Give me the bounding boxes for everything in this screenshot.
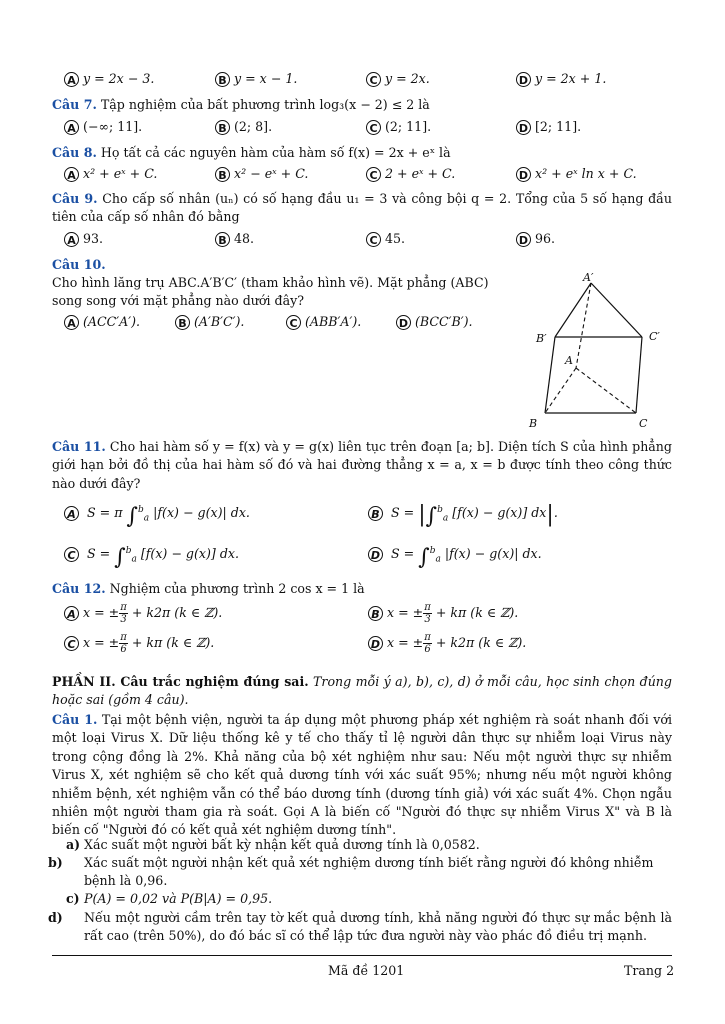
option-d-marker: D xyxy=(516,72,531,87)
lower-limit: a xyxy=(143,513,150,524)
q6-option-d[interactable] xyxy=(516,70,606,87)
q11-label: Câu 11. xyxy=(52,439,106,454)
q8-option-b[interactable] xyxy=(215,165,308,182)
option-d-marker: D xyxy=(368,547,383,562)
lower-limit: a xyxy=(442,513,449,524)
q10-option-d-text: (BCC′B′). xyxy=(415,314,473,329)
part2-heading: PHẦN II. Câu trắc nghiệm đúng sai. xyxy=(52,674,309,689)
q10-label: Câu 10. xyxy=(52,257,106,272)
q12-option-a-suffix: + k2π (k ∈ ℤ). xyxy=(131,605,223,620)
q8-option-a-text: x² + eˣ + C. xyxy=(83,166,158,181)
option-a-marker: A xyxy=(64,120,79,135)
q11-option-d-body: |f(x) − g(x)| dx. xyxy=(444,546,542,562)
edge-a1-b1 xyxy=(555,283,591,337)
fraction xyxy=(119,632,128,655)
q8-option-a[interactable] xyxy=(64,165,157,182)
item-label: b) xyxy=(48,855,63,870)
item-text: Xác suất một người nhận kết quả xét nghiệm dương tính biết rằng người đó không nhiễm bệnh là 0,96. xyxy=(84,855,654,888)
q12-stem xyxy=(52,580,365,597)
q9-option-b-text: 48. xyxy=(234,231,255,246)
q10-option-a[interactable] xyxy=(64,313,140,330)
q10-option-c[interactable] xyxy=(286,313,361,330)
hidden-edge-a-c xyxy=(576,368,636,413)
q12-label: Câu 12. xyxy=(52,581,106,596)
q8-option-d[interactable] xyxy=(516,165,637,182)
option-b-marker: B xyxy=(215,72,230,87)
part2-instruction: Trong mỗi ý a), b), c), d) ở mỗi câu, học sinh chọn đúng hoặc sai (gồm 4 câu). xyxy=(52,674,672,708)
q9-label: Câu 9. xyxy=(52,191,98,206)
prism-figure xyxy=(525,270,675,435)
q8-option-c-text: 2 + eˣ + C. xyxy=(385,166,456,181)
vertex-label-c: C xyxy=(639,417,648,430)
vertex-label-a: A xyxy=(565,354,573,367)
q12-option-c[interactable] xyxy=(64,632,214,655)
q11-option-c-body: [f(x) − g(x)] dx. xyxy=(140,546,239,562)
q12-option-c-suffix: + kπ (k ∈ ℤ). xyxy=(131,635,215,650)
part2-q1-stem xyxy=(52,711,672,840)
edge-c1-c xyxy=(636,337,642,413)
q8-option-b-text: x² − eˣ + C. xyxy=(234,166,309,181)
option-c-marker: C xyxy=(286,315,301,330)
option-c-marker: C xyxy=(64,547,79,562)
q8-stem xyxy=(52,144,451,161)
option-c-marker: C xyxy=(366,72,381,87)
denominator: 3 xyxy=(120,614,127,625)
option-a-marker: A xyxy=(64,232,79,247)
option-d-marker: D xyxy=(396,315,411,330)
lower-limit: a xyxy=(131,554,137,565)
upper-limit: b xyxy=(137,505,144,515)
q11-text: Cho hai hàm số y = f(x) và y = g(x) liên tục trên đoạn [a; b]. Diện tích S của hình phẳng giới hạn bởi đồ thị của hai hàm số đó và hai đường thẳng x = a, x = b được tính theo công thức nào dưới đây? xyxy=(52,439,672,491)
q8-label: Câu 8. xyxy=(52,145,97,160)
q12-option-a-prefix: x = ± xyxy=(83,605,120,620)
q11-option-d[interactable] xyxy=(368,543,542,569)
q12-option-d[interactable] xyxy=(368,632,526,655)
item-text: P(A) = 0,02 và P(B|A) = 0,95. xyxy=(84,891,273,906)
upper-limit: b xyxy=(429,546,436,556)
q11-option-c[interactable] xyxy=(64,543,239,569)
lower-limit: a xyxy=(435,554,441,565)
q11-option-d-prefix: S = xyxy=(391,546,415,562)
q10-option-c-text: (ABB′A′). xyxy=(305,314,362,329)
integral-sign: ∫ xyxy=(425,504,438,530)
q10-option-d[interactable] xyxy=(396,313,473,330)
fraction xyxy=(423,602,432,625)
q11-option-a-body: |f(x) − g(x)| dx. xyxy=(153,505,250,521)
option-c-marker: C xyxy=(366,232,381,247)
q12-text: Nghiệm của phương trình 2 cos x = 1 là xyxy=(109,581,365,596)
q12-option-c-prefix: x = ± xyxy=(83,635,120,650)
q11-option-b-body: [f(x) − g(x)] dx xyxy=(452,505,547,521)
option-c-marker: C xyxy=(366,120,381,135)
q7-label: Câu 7. xyxy=(52,97,97,112)
item-label: d) xyxy=(48,910,63,925)
q8-text: Họ tất cả các nguyên hàm của hàm số f(x) = 2x + eˣ là xyxy=(100,145,451,160)
denominator: 6 xyxy=(120,644,127,655)
q9-text: Cho cấp số nhân (uₙ) có số hạng đầu u₁ = 3 và công bội q = 2. Tổng của 5 số hạng đầu tiên của cấp số nhân đó bằng xyxy=(52,191,672,225)
q10-option-a-text: (ACC′A′). xyxy=(83,314,141,329)
numerator: π xyxy=(424,602,431,613)
q9-option-c[interactable] xyxy=(366,230,405,247)
option-d-marker: D xyxy=(516,167,531,182)
abs-bar-right: | xyxy=(546,502,554,528)
q8-option-c[interactable] xyxy=(366,165,455,182)
q11-option-a[interactable] xyxy=(64,502,250,528)
q12-option-b[interactable] xyxy=(368,602,518,625)
part2-header xyxy=(52,673,672,710)
option-a-marker: A xyxy=(64,606,79,621)
upper-limit: b xyxy=(437,505,443,515)
q12-option-a[interactable] xyxy=(64,602,222,625)
vertex-label-c-prime: C′ xyxy=(649,330,660,343)
item-label: a) xyxy=(66,837,81,852)
option-a-marker: A xyxy=(64,315,79,330)
q10-text-line1: Cho hình lăng trụ ABC.A′B′C′ (tham khảo hình vẽ). Mặt phẳng (ABC) xyxy=(52,275,489,290)
denominator: 6 xyxy=(424,644,431,655)
edge-b1-b xyxy=(545,337,555,413)
q12-option-d-suffix: + k2π (k ∈ ℤ). xyxy=(435,635,527,650)
option-a-marker: A xyxy=(64,72,79,87)
q10-option-b-text: (A′B′C′). xyxy=(194,314,245,329)
part2-q1-text: Tại một bệnh viện, người ta áp dụng một phương pháp xét nghiệm rà soát nhanh đối với một loại Virus X. Dữ liệu thống kê y tế cho thấy tỉ lệ người dân thực sự nhiễm loại Virus này trong cộng đồng là 2%. Khả năng của bộ xét nghiệm như sau: Nếu một người thực sự nhiễm Virus X, xét nghiệm sẽ cho kết quả dương tính với xác suất 95%; nhưng nếu một người không nhiễm bệnh, xét nghiệm vẫn có thể báo dương tính (dương tính giả) với xác suất 4%. Chọn ngẫu nhiên một người tham gia rà soát. Gọi A là biến cố "Người đó thực sự nhiễm Virus X" và B là biến cố "Người đó có kết quả xét nghiệm dương tính". xyxy=(52,712,672,838)
q7-option-b[interactable] xyxy=(215,118,272,135)
q6-option-b-text: y = x − 1. xyxy=(234,71,298,86)
denominator: 3 xyxy=(424,614,431,625)
numerator: π xyxy=(424,632,431,643)
fraction xyxy=(423,632,432,655)
part2-q1-item-b[interactable] xyxy=(48,854,672,890)
vertex-label-b: B xyxy=(529,417,538,430)
integral-sign: ∫ xyxy=(418,545,430,571)
q9-stem xyxy=(52,190,672,227)
option-c-marker: C xyxy=(366,167,381,182)
option-b-marker: B xyxy=(368,606,383,621)
q7-text: Tập nghiệm của bất phương trình log₃(x − 2) ≤ 2 là xyxy=(100,97,430,112)
q9-option-b[interactable] xyxy=(215,230,254,247)
q11-option-b[interactable]: B S = |∫$^b_a$ [f(x) − g(x)] dx|. xyxy=(368,502,558,528)
q12-option-b-prefix: x = ± xyxy=(387,605,424,620)
exam-code: Mã đề 1201 xyxy=(328,963,405,978)
upper-limit: b xyxy=(125,546,132,556)
option-a-marker: A xyxy=(64,506,79,521)
option-c-marker: C xyxy=(64,636,79,651)
integral-sign: ∫ xyxy=(126,504,138,530)
q12-option-b-suffix: + kπ (k ∈ ℤ). xyxy=(435,605,519,620)
footer-divider xyxy=(52,955,672,956)
item-label: c) xyxy=(66,891,80,906)
q8-option-d-text: x² + eˣ ln x + C. xyxy=(535,166,637,181)
q6-option-b[interactable] xyxy=(215,70,297,87)
option-b-marker: B xyxy=(215,120,230,135)
q6-option-c[interactable] xyxy=(366,70,430,87)
q7-option-c[interactable] xyxy=(366,118,431,135)
option-d-marker: D xyxy=(516,232,531,247)
option-d-marker: D xyxy=(516,120,531,135)
option-b-marker: B xyxy=(175,315,190,330)
q7-option-b-text: (2; 8]. xyxy=(234,119,273,134)
q9-option-a-text: 93. xyxy=(83,231,104,246)
numerator: π xyxy=(120,632,127,643)
option-d-marker: D xyxy=(368,636,383,651)
item-text: Xác suất một người bất kỳ nhận kết quả dương tính là 0,0582. xyxy=(84,837,480,852)
part2-q1-item-d[interactable] xyxy=(48,909,672,945)
q6-option-c-text: y = 2x. xyxy=(385,71,430,86)
q7-option-a-text: (−∞; 11]. xyxy=(83,119,143,134)
q10-text-line2: song song với mặt phẳng nào dưới đây? xyxy=(52,293,304,308)
item-text: Nếu một người cầm trên tay tờ kết quả dương tính, khả năng người đó thực sự mắc bệnh là rất cao (trên 50%), do đó bác sĩ có thể lập tức đưa người này vào phác đồ điều trị mạnh. xyxy=(84,910,672,943)
q11-stem xyxy=(52,438,672,493)
fraction xyxy=(119,602,128,625)
vertex-label-a-prime: A′ xyxy=(583,271,594,284)
q6-option-d-text: y = 2x + 1. xyxy=(535,71,607,86)
abs-bar-left: | xyxy=(418,502,426,528)
q7-option-d[interactable] xyxy=(516,118,581,135)
q6-option-a[interactable] xyxy=(64,70,154,87)
q10-option-b[interactable] xyxy=(175,313,244,330)
part2-q1-item-a[interactable] xyxy=(66,836,672,854)
option-b-marker: B xyxy=(368,506,383,521)
edge-a1-c1 xyxy=(591,283,642,337)
q11-option-b-prefix: S = xyxy=(391,505,415,521)
q9-option-d-text: 96. xyxy=(535,231,556,246)
q11-option-c-prefix: S = xyxy=(87,546,111,562)
option-a-marker: A xyxy=(64,167,79,182)
q12-option-d-prefix: x = ± xyxy=(387,635,424,650)
q7-option-d-text: [2; 11]. xyxy=(535,119,582,134)
part2-q1-item-c[interactable] xyxy=(66,890,672,908)
q6-option-a-text: y = 2x − 3. xyxy=(83,71,155,86)
option-b-marker: B xyxy=(215,167,230,182)
q7-option-c-text: (2; 11]. xyxy=(385,119,432,134)
part2-q1-label: Câu 1. xyxy=(52,712,98,727)
q7-option-a[interactable] xyxy=(64,118,142,135)
hidden-edge-a1-a xyxy=(576,283,591,368)
q9-option-c-text: 45. xyxy=(385,231,406,246)
page-number: Trang 2 xyxy=(624,963,675,978)
q7-stem xyxy=(52,96,430,113)
q9-option-a[interactable] xyxy=(64,230,103,247)
q11-option-a-prefix: S = π xyxy=(87,505,123,521)
q9-option-d[interactable] xyxy=(516,230,555,247)
integral-sign: ∫ xyxy=(114,545,126,571)
numerator: π xyxy=(120,602,127,613)
option-b-marker: B xyxy=(215,232,230,247)
vertex-label-b-prime: B′ xyxy=(536,332,547,345)
